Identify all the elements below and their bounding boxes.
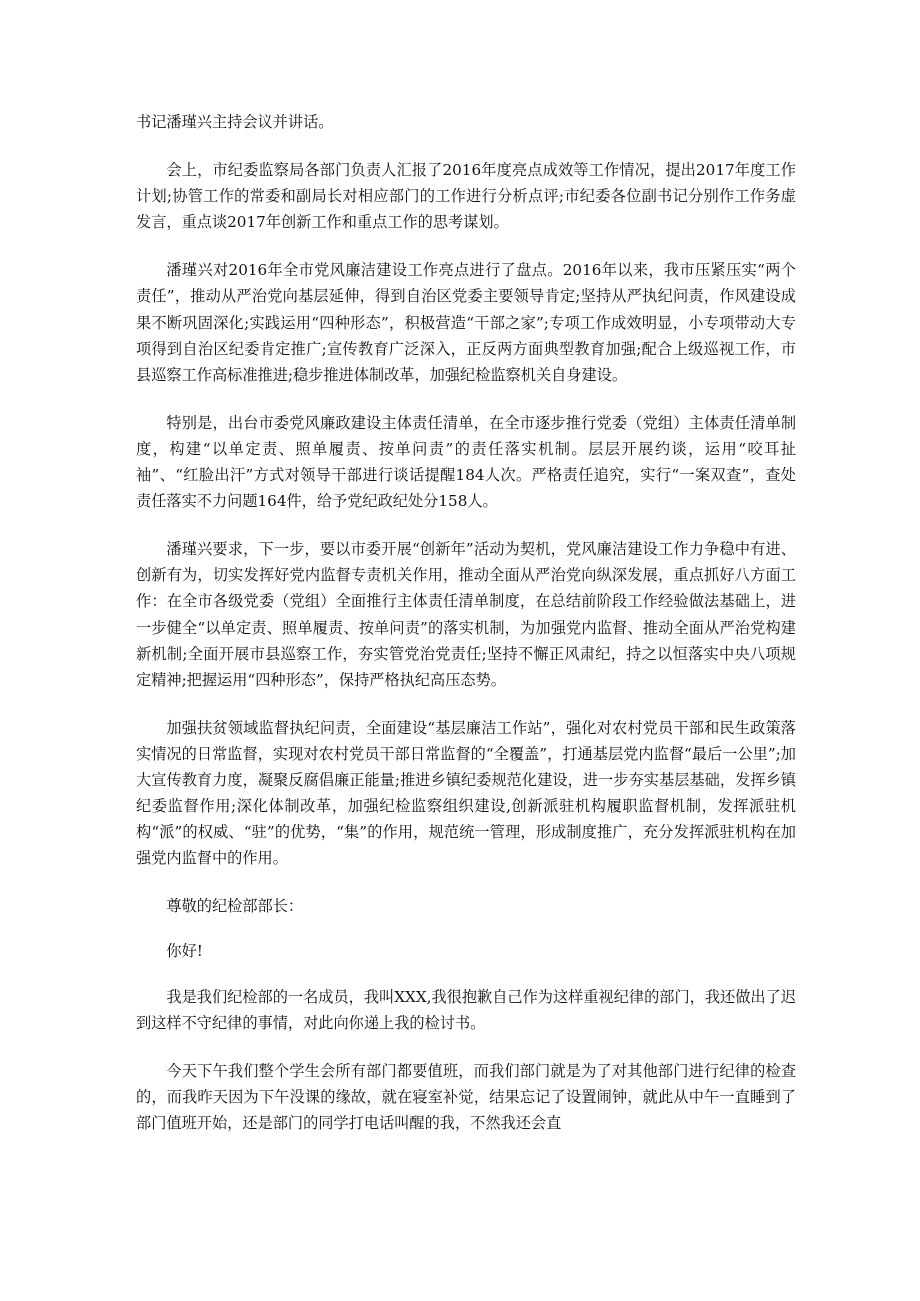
greeting: 你好! [166,942,203,961]
salutation: 尊敬的纪检部部长： [166,897,304,916]
document-body [136,109,796,1158]
paragraph-2: 会上，市纪委监察局各部门负责人汇报了2016年度亮点成效等工作情况，提出2017年度工作计划;协管工作的常委和副局长对相应部门的工作进行分析点评;市纪委各位副书记分别作工作务虚发言，重点谈2017年创新工作和重点工作的思考谋划。 [136,161,796,232]
paragraph-6: 加强扶贫领域监督执纪问责，全面建设“基层廉洁工作站”，强化对农村党员干部和民生政策落实情况的日常监督，实现对农村党员干部日常监督的“全覆盖”，打通基层党内监督“最后一公里”;加大宣传教育力度，凝聚反腐倡廉正能量;推进乡镇纪委规范化建设，进一步夯实基层基础，发挥乡镇纪委监督作用;深化体制改革，加强纪检监察组织建设,创新派驻机构履职监督机制，发挥派驻机构“派”的权威、“驻”的优势，“集”的作用，规范统一管理，形成制度推广，充分发挥派驻机构在加强党内监督中的作用。 [136,718,796,868]
paragraph-4: 特别是，出台市委党风廉政建设主体责任清单，在全市逐步推行党委（党组）主体责任清单制度，构建“以单定责、照单履责、按单问责”的责任落实机制。层层开展约谈，运用“咬耳扯袖”、“红脸出汗”方式对领导干部进行谈话提醒184人次。严格责任追究，实行“一案双查”，查处责任落实不力问题164件，给予党纪政纪处分158人。 [136,413,796,511]
paragraph-9: 我是我们纪检部的一名成员，我叫XXX,我很抱歉自己作为这样重视纪律的部门，我还做出了迟到这样不守纪律的事情，对此向你递上我的检讨书。 [136,987,796,1032]
paragraph-5: 潘瑾兴要求，下一步，要以市委开展“创新年”活动为契机，党风廉洁建设工作力争稳中有进、创新有为，切实发挥好党内监督专责机关作用，推动全面从严治党向纵深发展，重点抓好八方面工作：在全市各级党委（党组）全面推行主体责任清单制度，在总结前阶段工作经验做法基础上，进一步健全“以单定责、照单履责、按单问责”的落实机制，为加强党内监督、推动全面从严治党构建新机制;全面开展市县巡察工作，夯实管党治党责任;坚持不懈正风肃纪，持之以恒落实中央八项规定精神;把握运用“四种形态”，保持严格执纪高压态势。 [136,540,796,689]
paragraph-10: 今天下午我们整个学生会所有部门都要值班，而我们部门就是为了对其他部门进行纪律的检查的，而我昨天因为下午没课的缘故，就在寝室补觉，结果忘记了设置闹钟，就此从中午一直睡到了部门值班开始，还是部门的同学打电话叫醒的我，不然我还会直 [136,1061,796,1132]
paragraph-1: 书记潘瑾兴主持会议并讲话。 [136,113,334,131]
paragraph-3: 潘瑾兴对2016年全市党风廉洁建设工作亮点进行了盘点。2016年以来，我市压紧压实“两个责任”，推动从严治党向基层延伸，得到自治区党委主要领导肯定;坚持从严执纪问责，作风建设成果不断巩固深化;实践运用“四种形态”，积极营造“干部之家”;专项工作成效明显，小专项带动大专项得到自治区纪委肯定推广;宣传教育广泛深入，正反两方面典型教育加强;配合上级巡视工作，市县巡察工作高标准推进;稳步推进体制改革，加强纪检监察机关自身建设。 [136,261,796,384]
